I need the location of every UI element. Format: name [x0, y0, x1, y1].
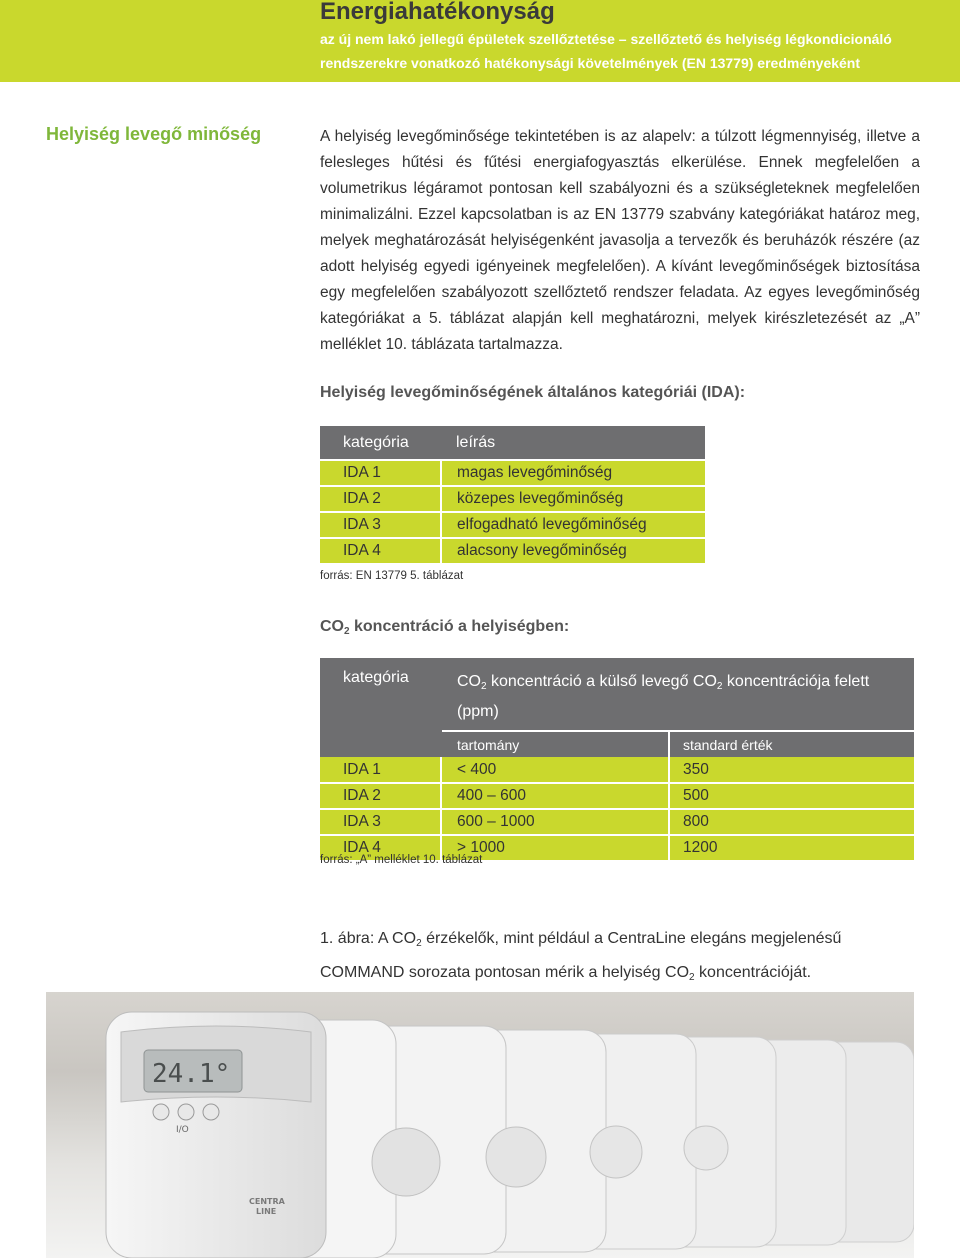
- heading-subscript: 2: [344, 626, 350, 637]
- caption-text: 1. ábra: A CO: [320, 930, 417, 947]
- cell-range: < 400: [441, 757, 669, 783]
- ida-category-table: [320, 426, 705, 565]
- product-photo: [46, 992, 914, 1258]
- table-row: [320, 512, 705, 538]
- col-header-description: leírás: [441, 426, 705, 460]
- page-title: Energiahatékonyság: [320, 0, 555, 25]
- cell-description: alacsony levegőminőség: [441, 538, 705, 564]
- subtitle-line-2: rendszerekre vonatkozó hatékonysági követelmények (EN 13779) eredményeként: [320, 55, 861, 71]
- cell-range: 600 – 1000: [441, 809, 669, 835]
- header-banner: [0, 0, 960, 82]
- table-row: [320, 460, 705, 486]
- cell-category: IDA 1: [320, 460, 441, 486]
- heading-text: koncentráció a helyiségben:: [349, 618, 570, 635]
- cell-category: IDA 3: [320, 809, 441, 835]
- cell-standard: 350: [669, 757, 914, 783]
- table1-source: forrás: EN 13779 5. táblázat: [320, 570, 464, 582]
- co2-concentration-table: [320, 658, 914, 862]
- table2-source: forrás: „A” melléklet 10. táblázat: [320, 854, 483, 866]
- section-label: Helyiség levegő minőség: [46, 124, 262, 144]
- cell-category: IDA 3: [320, 512, 441, 538]
- lcd-reading: 24.1°: [152, 1059, 231, 1089]
- cell-description: elfogadható levegőminőség: [441, 512, 705, 538]
- table-header-row: [320, 426, 705, 460]
- table-row: [320, 538, 705, 564]
- button-label: I/O: [176, 1125, 189, 1135]
- page-subtitle: [320, 27, 940, 75]
- table-row: [320, 783, 914, 809]
- section-paragraph: A helyiség levegőminősége tekintetében is az alapelv: a túlzott légmennyiség, illetve a felesleges hűtési és fűtési energiafogyasztás elkerülése. Ennek megfelelően a volumetrikus légáramot pontosan kell szabályozni és a szükségleteknek megfelelően minimalizálni. Ezzel kapcsolatban is az EN 13779 szabvány kategóriákat határoz meg, melyek meghatározását helyiségenként javasolja a tervezők és beruházók részére (az adott helyiség egyedi igényeinek megfelelően). A kívánt levegőminőségek biztosítása egy megfelelően szabályozott szellőztető rendszer feladata. Az egyes levegőminőség kategóriákat a 5. táblázat alapján kell meghatározni, melyek kirészletezését az „A” melléklet 10. táblázata tartalmazza.: [320, 128, 920, 353]
- caption-text: érzékelők, mint például a CentraLine elegáns megjelenésű COMMAND sorozata pontosan mérik a helyiség CO: [320, 930, 842, 981]
- caption-text: koncentrációját.: [694, 964, 812, 981]
- cell-category: IDA 4: [320, 835, 441, 861]
- header-text: koncentrációja felett (ppm): [457, 673, 870, 720]
- cell-category: IDA 2: [320, 486, 441, 512]
- cell-range: > 1000: [441, 835, 669, 861]
- header-text: koncentráció a külső levegő CO: [486, 673, 717, 690]
- cell-standard: 1200: [669, 835, 914, 861]
- cell-standard: 500: [669, 783, 914, 809]
- header-co: CO: [457, 673, 481, 690]
- col-header-standard: standard érték: [669, 731, 914, 757]
- col-header-range: tartomány: [441, 731, 669, 757]
- brand-logo-top: CENTRA: [249, 1197, 285, 1206]
- subtitle-line-1: az új nem lakó jellegű épületek szellőztetése – szellőztető és helyiség légkondicionáló: [320, 31, 892, 47]
- col-header-co2: [441, 658, 914, 731]
- figure-caption: [320, 924, 910, 992]
- co2-sensors-illustration: [46, 992, 914, 1258]
- cell-category: IDA 4: [320, 538, 441, 564]
- brand-logo-bottom: LINE: [256, 1207, 277, 1216]
- cell-description: közepes levegőminőség: [441, 486, 705, 512]
- col-header-category: kategória: [320, 426, 441, 460]
- cell-range: 400 – 600: [441, 783, 669, 809]
- table-header-row: [320, 658, 914, 731]
- cell-category: IDA 1: [320, 757, 441, 783]
- table-row: [320, 757, 914, 783]
- heading-co: CO: [320, 618, 344, 635]
- col-header-category: kategória: [320, 658, 441, 757]
- header-sub: 2: [716, 681, 723, 692]
- caption-subscript: 2: [416, 938, 422, 949]
- table1-heading: Helyiség levegőminőségének általános kategóriái (IDA):: [320, 384, 746, 401]
- table2-heading: [320, 618, 569, 637]
- table-row: [320, 809, 914, 835]
- caption-subscript: 2: [689, 972, 695, 983]
- header-sub: 2: [481, 681, 487, 692]
- table-row: [320, 486, 705, 512]
- cell-category: IDA 2: [320, 783, 441, 809]
- cell-standard: 800: [669, 809, 914, 835]
- cell-description: magas levegőminőség: [441, 460, 705, 486]
